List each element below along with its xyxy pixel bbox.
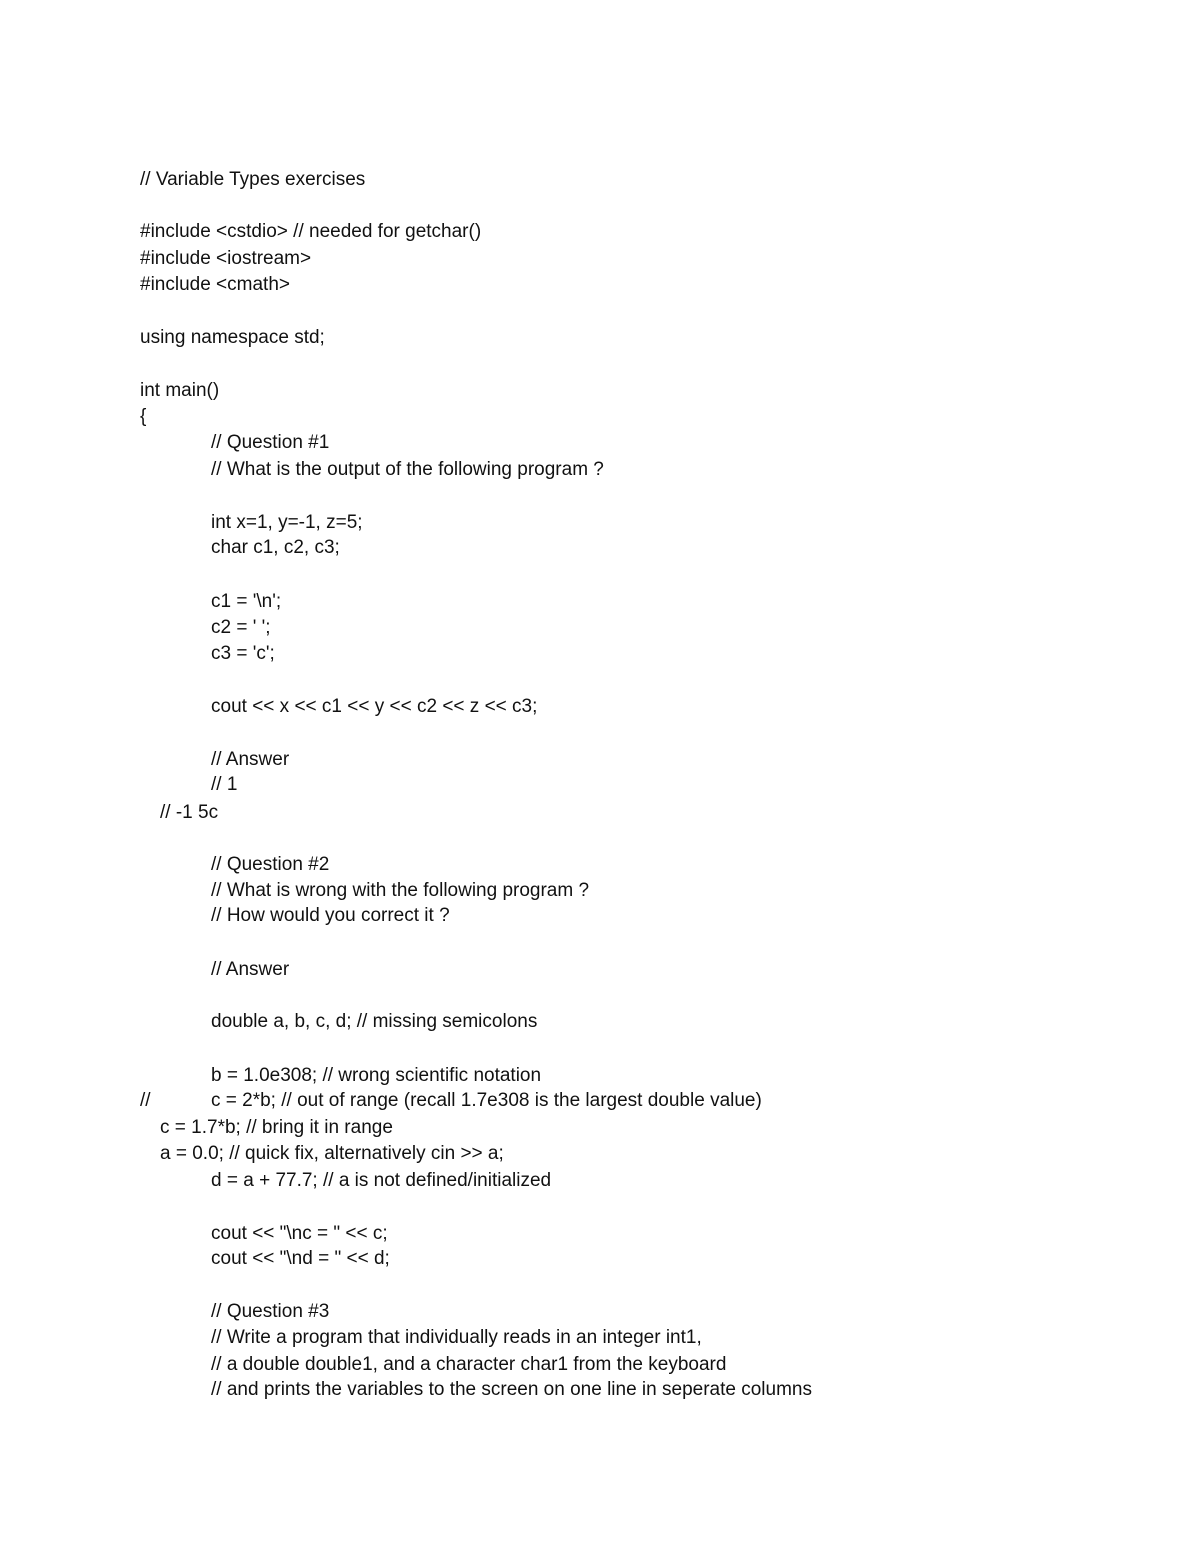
- include-cmath-line: #include <cmath>: [140, 274, 290, 295]
- code-line: c = 2*b; // out of range (recall 1.7e308 is the largest double value): [211, 1090, 762, 1111]
- code-line: c = 1.7*b; // bring it in range: [160, 1117, 393, 1138]
- question-3-prompt: // and prints the variables to the screen on one line in seperate columns: [211, 1379, 812, 1400]
- answer-heading: // Answer: [211, 959, 290, 980]
- code-line: int x=1, y=-1, z=5;: [211, 512, 363, 533]
- answer-line: // 1: [211, 774, 238, 795]
- code-line: c1 = '\n';: [211, 591, 282, 612]
- answer-line: // -1 5c: [160, 802, 219, 823]
- file-title-comment: // Variable Types exercises: [140, 169, 366, 190]
- question-2-prompt: // What is wrong with the following program ?: [211, 880, 590, 901]
- code-line: cout << x << c1 << y << c2 << z << c3;: [211, 696, 538, 717]
- question-3-prompt: // Write a program that individually reads in an integer int1,: [211, 1327, 702, 1348]
- code-line: a = 0.0; // quick fix, alternatively cin >> a;: [160, 1143, 504, 1164]
- open-brace-line: {: [140, 406, 147, 427]
- code-line: cout << "\nc = " << c;: [211, 1223, 388, 1244]
- code-line: c3 = 'c';: [211, 643, 275, 664]
- code-line: c2 = ' ';: [211, 617, 271, 638]
- code-line: double a, b, c, d; // missing semicolons: [211, 1011, 538, 1032]
- question-1-prompt: // What is the output of the following program ?: [211, 459, 604, 480]
- question-1-heading: // Question #1: [211, 432, 330, 453]
- code-line: b = 1.0e308; // wrong scientific notation: [211, 1065, 542, 1086]
- code-line: cout << "\nd = " << d;: [211, 1248, 390, 1269]
- using-namespace-line: using namespace std;: [140, 327, 325, 348]
- question-3-heading: // Question #3: [211, 1301, 330, 1322]
- comment-marker: //: [140, 1090, 151, 1111]
- include-iostream-line: #include <iostream>: [140, 248, 312, 269]
- question-3-prompt: // a double double1, and a character char1 from the keyboard: [211, 1354, 727, 1375]
- question-2-prompt: // How would you correct it ?: [211, 905, 450, 926]
- main-signature-line: int main(): [140, 380, 220, 401]
- code-line: char c1, c2, c3;: [211, 537, 340, 558]
- question-2-heading: // Question #2: [211, 854, 330, 875]
- answer-heading: // Answer: [211, 749, 290, 770]
- include-cstdio-line: #include <cstdio> // needed for getchar(): [140, 221, 482, 242]
- code-line: d = a + 77.7; // a is not defined/initialized: [211, 1170, 552, 1191]
